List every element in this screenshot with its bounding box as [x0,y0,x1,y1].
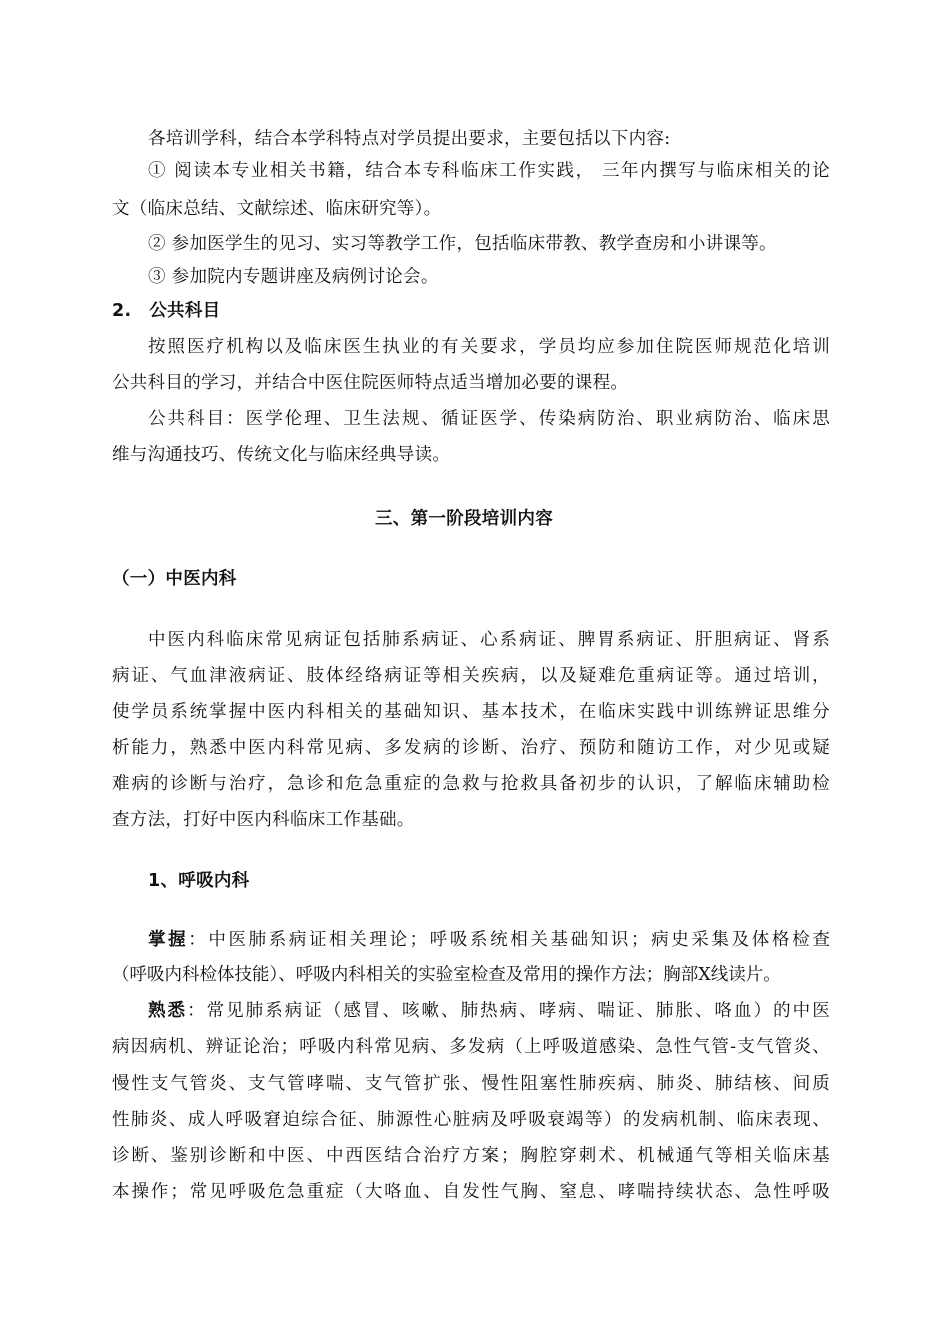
requirement-lead: 各培训学科，结合本学科特点对学员提出要求，主要包括以下内容: [148,129,671,149]
master-line-1 [148,929,830,951]
public-subjects-heading: 2. 公共科目 [112,301,221,321]
public-subjects-para2-line1: 公共科目：医学伦理、卫生法规、循证医学、传染病防治、职业病防治、临床思 [148,409,830,429]
master-label: 掌握 [148,930,189,950]
public-subjects-para1-line1: 按照医疗机构以及临床医生执业的有关要求，学员均应参加住院医师规范化培训 [148,337,830,357]
internal-medicine-para-line-4: 析能力，熟悉中医内科常见病、多发病的诊断、治疗、预防和随访工作，对少见或疑 [112,738,830,758]
familiar-label: 熟悉 [148,1001,188,1021]
familiar-line-3: 慢性支气管炎、支气管哮喘、支气管扩张、慢性阻塞性肺疾病、肺炎、肺结核、间质 [112,1074,830,1094]
requirement-item-2: ② 参加医学生的见习、实习等教学工作，包括临床带教、教学查房和小讲课等。 [148,234,777,254]
requirement-item-3: ③ 参加院内专题讲座及病例讨论会。 [148,267,439,287]
internal-medicine-para-line-2: 病证、气血津液病证、肢体经络病证等相关疾病，以及疑难危重病证等。通过培训， [112,666,830,686]
master-line-1-text: ：中医肺系病证相关理论；呼吸系统相关基础知识；病史采集及体格检查 [188,930,830,950]
requirement-item-1-line-1: ① 阅读本专业相关书籍，结合本专科临床工作实践， 三年内撰写与临床相关的论 [148,161,830,181]
familiar-line-5: 诊断、鉴别诊断和中医、中西医结合治疗方案；胸腔穿刺术、机械通气等相关临床基 [112,1146,830,1166]
public-subjects-para1-line2: 公共科目的学习，并结合中医住院医师特点适当增加必要的课程。 [112,373,629,393]
internal-medicine-para-line-5: 难病的诊断与治疗，急诊和危急重症的急救与抢救具备初步的认识，了解临床辅助检 [112,774,830,794]
requirement-item-1-line-2: 文（临床总结、文献综述、临床研究等）。 [112,199,442,219]
familiar-line-4: 性肺炎、成人呼吸窘迫综合征、肺源性心脏病及呼吸衰竭等）的发病机制、临床表现、 [112,1110,830,1130]
internal-medicine-para-line-6: 查方法，打好中医内科临床工作基础。 [112,810,415,830]
master-line-2: （呼吸内科检体技能）、呼吸内科相关的实验室检查及常用的操作方法；胸部X线读片。 [112,965,781,985]
familiar-line-1 [148,1000,830,1022]
public-subjects-para2-line2: 维与沟通技巧、传统文化与临床经典导读。 [112,445,451,465]
internal-medicine-para-line-1: 中医内科临床常见病证包括肺系病证、心系病证、脾胃系病证、肝胆病证、肾系 [148,630,830,650]
sub-heading-internal-medicine: （一）中医内科 [112,569,237,589]
section-title: 三、第一阶段培训内容 [375,509,553,529]
respiratory-heading: 1、呼吸内科 [148,871,250,891]
familiar-line-2: 病因病机、辨证论治；呼吸内科常见病、多发病（上呼吸道感染、急性气管-支气管炎、 [112,1037,830,1057]
internal-medicine-para-line-3: 使学员系统掌握中医内科相关的基础知识、基本技术，在临床实践中训练辨证思维分 [112,702,830,722]
familiar-line-1-text: ：常见肺系病证（感冒、咳嗽、肺热病、哮病、喘证、肺胀、咯血）的中医 [187,1001,830,1021]
familiar-line-6: 本操作；常见呼吸危急重症（大咯血、自发性气胸、窒息、哮喘持续状态、急性呼吸 [112,1182,830,1202]
